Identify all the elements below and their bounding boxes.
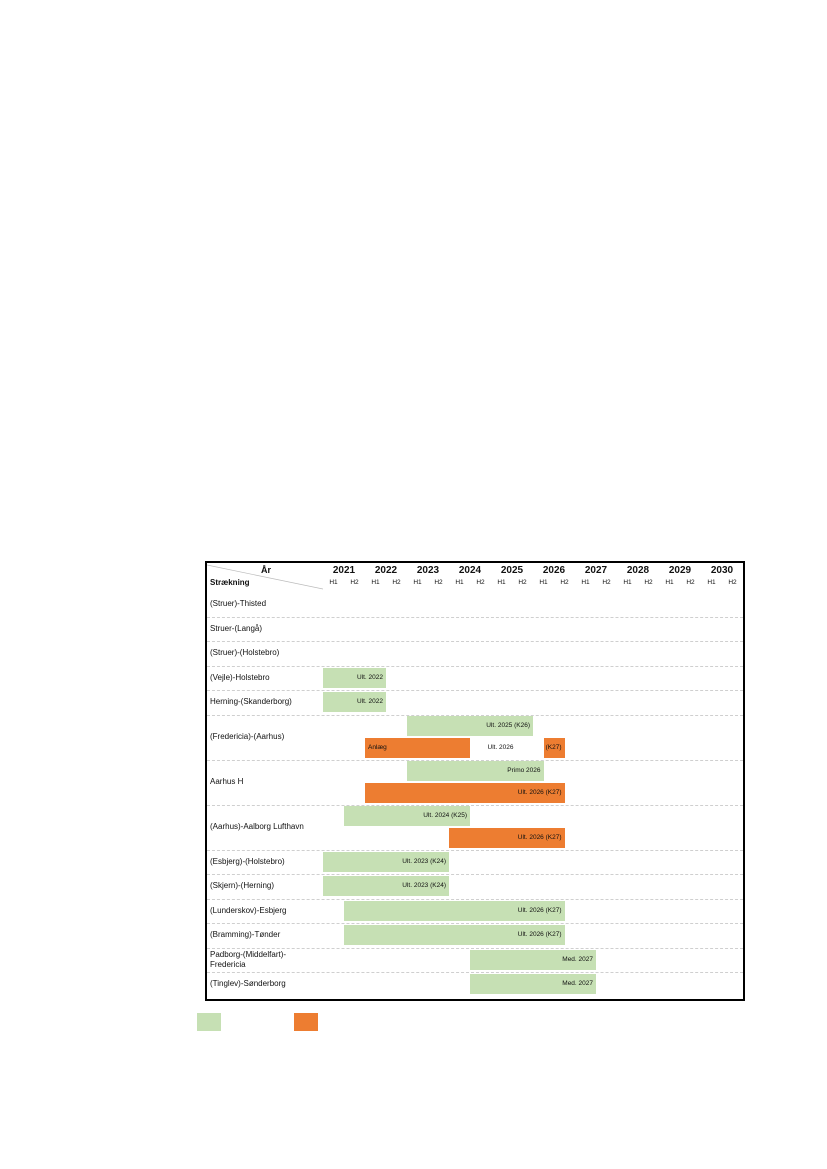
row-divider xyxy=(207,617,743,618)
half-label-2028-h2: H2 xyxy=(644,579,653,586)
half-label-2025-h2: H2 xyxy=(518,579,527,586)
half-label-2024-h1: H1 xyxy=(455,579,464,586)
gantt-bar-green: Ult. 2022 xyxy=(323,668,386,688)
gantt-bar-orange: (K27) xyxy=(544,738,565,758)
legend-swatch-green xyxy=(197,1013,221,1031)
gantt-bar-green: Primo 2026 xyxy=(407,761,544,781)
row-label: (Struer)-Thisted xyxy=(210,599,267,609)
gantt-bar-green: Ult. 2026 (K27) xyxy=(344,901,565,921)
half-label-2026-h1: H1 xyxy=(539,579,548,586)
half-label-2022-h2: H2 xyxy=(392,579,401,586)
gantt-bar-green: Med. 2027 xyxy=(470,974,596,994)
row-label: Struer-(Langå) xyxy=(210,623,263,633)
half-label-2023-h1: H1 xyxy=(413,579,422,586)
row-divider xyxy=(207,948,743,949)
row-label: (Esbjerg)-(Holstebro) xyxy=(210,856,285,866)
gantt-bar-prefix-label: Ult. 2026 xyxy=(487,743,514,751)
gantt-bar-green: Ult. 2023 (K24) xyxy=(323,852,449,872)
row-label: (Vejle)-Holstebro xyxy=(210,672,270,682)
gantt-bar-green: Ult. 2024 (K25) xyxy=(344,806,470,826)
half-label-2023-h2: H2 xyxy=(434,579,443,586)
year-label-2021: 2021 xyxy=(332,565,356,576)
row-label: (Struer)-(Holstebro) xyxy=(210,648,280,658)
row-divider xyxy=(207,850,743,851)
row-divider xyxy=(207,923,743,924)
half-label-2030-h2: H2 xyxy=(728,579,737,586)
year-label-2024: 2024 xyxy=(458,565,482,576)
gantt-bar-green: Ult. 2022 xyxy=(323,692,386,712)
half-label-2027-h2: H2 xyxy=(602,579,611,586)
half-label-2030-h1: H1 xyxy=(707,579,716,586)
gantt-bar-green: Ult. 2026 (K27) xyxy=(344,925,565,945)
header-ar: År xyxy=(261,565,272,575)
row-label: (Aarhus)-Aalborg Lufthavn xyxy=(210,822,304,831)
row-label: Padborg-(Middelfart)- Fredericia xyxy=(210,949,287,969)
row-divider xyxy=(207,641,743,642)
half-label-2022-h1: H1 xyxy=(371,579,380,586)
row-divider xyxy=(207,972,743,973)
year-label-2022: 2022 xyxy=(374,565,398,576)
year-label-2028: 2028 xyxy=(626,565,650,576)
row-divider xyxy=(207,666,743,667)
half-label-2029-h2: H2 xyxy=(686,579,695,586)
row-label: (Fredericia)-(Aarhus) xyxy=(210,732,285,741)
year-label-2027: 2027 xyxy=(584,565,608,576)
half-label-2021-h2: H2 xyxy=(350,579,359,586)
year-label-2029: 2029 xyxy=(668,565,692,576)
row-divider xyxy=(207,805,743,806)
half-label-2026-h2: H2 xyxy=(560,579,569,586)
row-divider xyxy=(207,690,743,691)
row-label: (Lunderskov)-Esbjerg xyxy=(210,905,287,915)
half-label-2028-h1: H1 xyxy=(623,579,632,586)
gantt-bar-orange: Ult. 2026 (K27) xyxy=(449,828,565,848)
gantt-bar-green: Ult. 2025 (K26) xyxy=(407,716,533,736)
row-label: Aarhus H xyxy=(210,777,244,786)
half-label-2029-h1: H1 xyxy=(665,579,674,586)
half-label-2024-h2: H2 xyxy=(476,579,485,586)
year-label-2023: 2023 xyxy=(416,565,440,576)
half-label-2025-h1: H1 xyxy=(497,579,506,586)
year-label-2030: 2030 xyxy=(710,565,734,576)
gantt-bar-orange: Anlæg xyxy=(365,738,470,758)
gantt-chart xyxy=(205,561,745,1001)
year-label-2026: 2026 xyxy=(542,565,566,576)
gantt-bar-green: Ult. 2023 (K24) xyxy=(323,876,449,896)
gantt-bar-orange: Ult. 2026 (K27) xyxy=(365,783,565,803)
gantt-bar-green: Med. 2027 xyxy=(470,950,596,970)
row-label: Herning-(Skanderborg) xyxy=(210,697,292,707)
half-label-2021-h1: H1 xyxy=(329,579,338,586)
row-label: (Skjern)-(Herning) xyxy=(210,881,275,891)
row-divider xyxy=(207,899,743,900)
row-label: (Tinglev)-Sønderborg xyxy=(210,979,286,989)
legend-swatch-orange xyxy=(294,1013,318,1031)
row-label: (Bramming)-Tønder xyxy=(210,930,281,940)
header-straekning: Strækning xyxy=(210,578,250,587)
row-divider xyxy=(207,874,743,875)
year-label-2025: 2025 xyxy=(500,565,524,576)
half-label-2027-h1: H1 xyxy=(581,579,590,586)
